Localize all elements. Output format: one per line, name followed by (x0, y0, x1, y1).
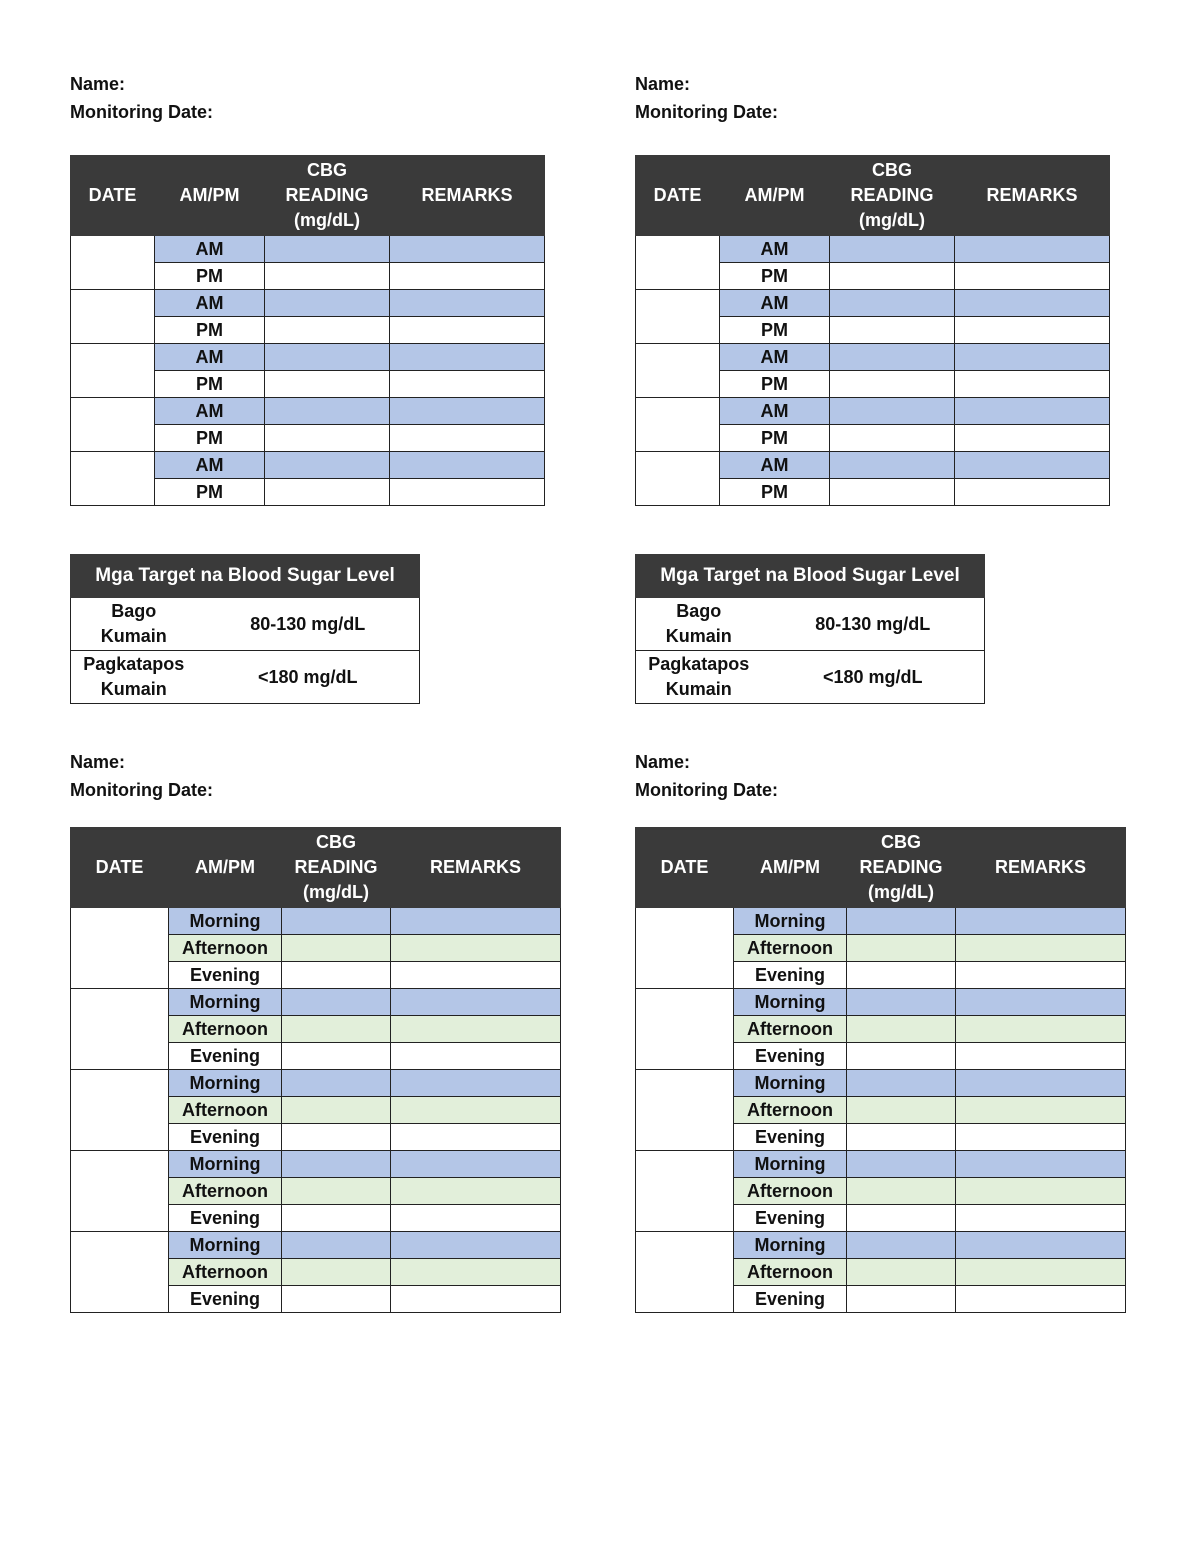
remarks-cell[interactable] (391, 1016, 561, 1043)
remarks-header: REMARKS (390, 156, 545, 236)
remarks-cell[interactable] (390, 263, 545, 290)
remarks-cell[interactable] (391, 989, 561, 1016)
period-label: AM (720, 344, 830, 371)
table-row (636, 452, 1110, 479)
period-label: PM (720, 425, 830, 452)
date-cell[interactable] (71, 1070, 169, 1151)
period-label: Morning (734, 1232, 847, 1259)
remarks-cell[interactable] (390, 371, 545, 398)
remarks-cell[interactable] (955, 479, 1110, 506)
period-label: PM (155, 263, 265, 290)
period-label: Evening (734, 962, 847, 989)
target-levels-table (70, 554, 420, 704)
cbg-cell[interactable] (282, 1070, 391, 1097)
remarks-cell[interactable] (955, 371, 1110, 398)
period-label: Morning (169, 989, 282, 1016)
remarks-cell[interactable] (956, 989, 1126, 1016)
cbg-cell[interactable] (847, 1178, 956, 1205)
period-label: Afternoon (734, 1097, 847, 1124)
cbg-cell[interactable] (282, 989, 391, 1016)
period-label: Afternoon (169, 1259, 282, 1286)
cbg-cell[interactable] (265, 290, 390, 317)
remarks-cell[interactable] (391, 1097, 561, 1124)
monitoring-date-label: Monitoring Date: (70, 102, 213, 122)
remarks-cell[interactable] (391, 962, 561, 989)
cbg-cell[interactable] (282, 962, 391, 989)
cbg-cell[interactable] (847, 1151, 956, 1178)
period-label: Afternoon (169, 1097, 282, 1124)
cbg-cell[interactable] (265, 236, 390, 263)
target-title: Mga Target na Blood Sugar Level (636, 555, 985, 598)
table-row (636, 1151, 1126, 1178)
cbg-cell[interactable] (282, 1124, 391, 1151)
cbg-cell[interactable] (847, 1205, 956, 1232)
date-header: DATE (636, 828, 734, 908)
cbg-cell[interactable] (847, 1286, 956, 1313)
table-row (636, 236, 1110, 263)
cbg-cell[interactable] (847, 1232, 956, 1259)
cbg-cell[interactable] (830, 263, 955, 290)
remarks-cell[interactable] (391, 1232, 561, 1259)
remarks-cell[interactable] (390, 425, 545, 452)
cbg-cell[interactable] (830, 398, 955, 425)
remarks-header: REMARKS (391, 828, 561, 908)
remarks-cell[interactable] (956, 935, 1126, 962)
period-label: Afternoon (169, 935, 282, 962)
remarks-cell[interactable] (956, 1016, 1126, 1043)
remarks-cell[interactable] (391, 1124, 561, 1151)
remarks-cell[interactable] (390, 344, 545, 371)
cbg-header: CBG READING (mg/dL) (265, 156, 390, 236)
remarks-cell[interactable] (956, 1151, 1126, 1178)
period-label: Evening (169, 1205, 282, 1232)
date-cell[interactable] (71, 1151, 169, 1232)
cbg-header: CBG READING (mg/dL) (830, 156, 955, 236)
cbg-cell[interactable] (265, 317, 390, 344)
sheet-header-bottom-right (635, 748, 778, 804)
remarks-cell[interactable] (391, 1151, 561, 1178)
cbg-log-table-ampm (635, 155, 1110, 506)
table-row (71, 236, 545, 263)
date-cell[interactable] (636, 344, 720, 398)
period-label: Morning (169, 1232, 282, 1259)
period-label: Afternoon (169, 1178, 282, 1205)
table-row (636, 290, 1110, 317)
period-label: PM (720, 263, 830, 290)
date-cell[interactable] (71, 908, 169, 989)
name-label: Name: (70, 74, 126, 94)
remarks-header: REMARKS (956, 828, 1126, 908)
cbg-cell[interactable] (847, 962, 956, 989)
table-row (71, 290, 545, 317)
name-label: Name: (635, 752, 691, 772)
cbg-header: CBG READING (mg/dL) (847, 828, 956, 908)
period-label: PM (155, 479, 265, 506)
cbg-cell[interactable] (847, 1043, 956, 1070)
remarks-cell[interactable] (956, 1070, 1126, 1097)
period-label: Morning (734, 1070, 847, 1097)
date-header: DATE (71, 156, 155, 236)
table-row (636, 1232, 1126, 1259)
target-title: Mga Target na Blood Sugar Level (71, 555, 420, 598)
remarks-header: REMARKS (955, 156, 1110, 236)
date-cell[interactable] (636, 398, 720, 452)
date-cell[interactable] (71, 290, 155, 344)
table-row (636, 1070, 1126, 1097)
remarks-cell[interactable] (955, 452, 1110, 479)
cbg-cell[interactable] (282, 1205, 391, 1232)
remarks-cell[interactable] (390, 398, 545, 425)
cbg-cell[interactable] (265, 398, 390, 425)
cbg-cell[interactable] (830, 290, 955, 317)
date-cell[interactable] (636, 989, 734, 1070)
remarks-cell[interactable] (390, 317, 545, 344)
period-label: Morning (169, 1151, 282, 1178)
period-label: AM (720, 290, 830, 317)
remarks-cell[interactable] (956, 1205, 1126, 1232)
ampm-header: AM/PM (734, 828, 847, 908)
table-row (71, 344, 545, 371)
period-label: Afternoon (169, 1016, 282, 1043)
cbg-cell[interactable] (265, 371, 390, 398)
cbg-cell[interactable] (282, 1259, 391, 1286)
remarks-cell[interactable] (956, 1097, 1126, 1124)
period-label: Morning (734, 1151, 847, 1178)
after-meal-value: <180 mg/dL (762, 651, 985, 704)
cbg-cell[interactable] (847, 1259, 956, 1286)
cbg-cell[interactable] (265, 425, 390, 452)
cbg-cell[interactable] (830, 479, 955, 506)
period-label: AM (155, 290, 265, 317)
period-label: Evening (169, 1124, 282, 1151)
period-label: Morning (734, 908, 847, 935)
period-label: AM (155, 344, 265, 371)
period-label: Evening (734, 1286, 847, 1313)
remarks-cell[interactable] (956, 962, 1126, 989)
cbg-cell[interactable] (282, 1016, 391, 1043)
remarks-cell[interactable] (955, 344, 1110, 371)
period-label: AM (155, 398, 265, 425)
period-label: PM (720, 371, 830, 398)
date-header: DATE (636, 156, 720, 236)
name-label: Name: (70, 752, 126, 772)
before-meal-label: Bago Kumain (71, 598, 197, 651)
remarks-cell[interactable] (956, 1043, 1126, 1070)
cbg-cell[interactable] (282, 1232, 391, 1259)
remarks-cell[interactable] (956, 1124, 1126, 1151)
before-meal-value: 80-130 mg/dL (762, 598, 985, 651)
table-row (636, 398, 1110, 425)
cbg-cell[interactable] (847, 935, 956, 962)
remarks-cell[interactable] (391, 1259, 561, 1286)
table-row (71, 1232, 561, 1259)
remarks-cell[interactable] (956, 1259, 1126, 1286)
date-cell[interactable] (636, 236, 720, 290)
period-label: Morning (169, 908, 282, 935)
period-label: PM (155, 371, 265, 398)
cbg-log-table-daily (635, 827, 1126, 1313)
period-label: PM (720, 479, 830, 506)
sheet-header-top-left (70, 70, 213, 126)
period-label: Evening (169, 962, 282, 989)
remarks-cell[interactable] (955, 398, 1110, 425)
cbg-header: CBG READING (mg/dL) (282, 828, 391, 908)
period-label: Morning (734, 989, 847, 1016)
before-meal-value: 80-130 mg/dL (197, 598, 420, 651)
cbg-cell[interactable] (265, 452, 390, 479)
remarks-cell[interactable] (955, 263, 1110, 290)
date-cell[interactable] (71, 236, 155, 290)
period-label: Afternoon (734, 1016, 847, 1043)
cbg-cell[interactable] (282, 908, 391, 935)
cbg-cell[interactable] (830, 236, 955, 263)
table-row (71, 1070, 561, 1097)
period-label: AM (155, 452, 265, 479)
name-label: Name: (635, 74, 691, 94)
period-label: Evening (734, 1124, 847, 1151)
ampm-header: AM/PM (155, 156, 265, 236)
target-levels-table (635, 554, 985, 704)
remarks-cell[interactable] (390, 479, 545, 506)
remarks-cell[interactable] (955, 290, 1110, 317)
cbg-cell[interactable] (847, 989, 956, 1016)
monitoring-date-label: Monitoring Date: (635, 780, 778, 800)
cbg-cell[interactable] (282, 1097, 391, 1124)
ampm-header: AM/PM (720, 156, 830, 236)
remarks-cell[interactable] (956, 1286, 1126, 1313)
date-cell[interactable] (636, 908, 734, 989)
period-label: PM (155, 425, 265, 452)
period-label: PM (720, 317, 830, 344)
cbg-cell[interactable] (847, 1016, 956, 1043)
date-cell[interactable] (71, 344, 155, 398)
remarks-cell[interactable] (956, 1178, 1126, 1205)
remarks-cell[interactable] (391, 1205, 561, 1232)
period-label: AM (720, 236, 830, 263)
period-label: AM (155, 236, 265, 263)
table-row (71, 989, 561, 1016)
table-row (636, 344, 1110, 371)
remarks-cell[interactable] (391, 1178, 561, 1205)
cbg-cell[interactable] (265, 479, 390, 506)
remarks-cell[interactable] (391, 1286, 561, 1313)
date-cell[interactable] (636, 1232, 734, 1313)
remarks-cell[interactable] (390, 452, 545, 479)
date-cell[interactable] (71, 1232, 169, 1313)
date-cell[interactable] (71, 989, 169, 1070)
cbg-cell[interactable] (265, 344, 390, 371)
sheet-header-top-right (635, 70, 778, 126)
table-row (71, 1151, 561, 1178)
remarks-cell[interactable] (956, 908, 1126, 935)
table-row (71, 908, 561, 935)
cbg-cell[interactable] (830, 371, 955, 398)
cbg-cell[interactable] (265, 263, 390, 290)
cbg-cell[interactable] (847, 908, 956, 935)
period-label: Morning (169, 1070, 282, 1097)
cbg-cell[interactable] (847, 1070, 956, 1097)
date-cell[interactable] (636, 1151, 734, 1232)
ampm-header: AM/PM (169, 828, 282, 908)
cbg-log-table-ampm (70, 155, 545, 506)
date-cell[interactable] (71, 452, 155, 506)
cbg-cell[interactable] (830, 452, 955, 479)
table-row (71, 452, 545, 479)
period-label: Evening (734, 1205, 847, 1232)
date-header: DATE (71, 828, 169, 908)
remarks-cell[interactable] (955, 236, 1110, 263)
remarks-cell[interactable] (956, 1232, 1126, 1259)
cbg-cell[interactable] (830, 317, 955, 344)
table-row (71, 398, 545, 425)
sheet-header-bottom-left (70, 748, 213, 804)
cbg-log-table-daily (70, 827, 561, 1313)
after-meal-label: Pagkatapos Kumain (636, 651, 762, 704)
monitoring-date-label: Monitoring Date: (70, 780, 213, 800)
cbg-cell[interactable] (282, 1178, 391, 1205)
period-label: Afternoon (734, 1178, 847, 1205)
cbg-cell[interactable] (830, 425, 955, 452)
remarks-cell[interactable] (391, 908, 561, 935)
period-label: Evening (169, 1043, 282, 1070)
table-row (636, 908, 1126, 935)
cbg-cell[interactable] (830, 344, 955, 371)
date-cell[interactable] (636, 290, 720, 344)
remarks-cell[interactable] (390, 290, 545, 317)
cbg-cell[interactable] (282, 1286, 391, 1313)
remarks-cell[interactable] (391, 935, 561, 962)
remarks-cell[interactable] (391, 1043, 561, 1070)
remarks-cell[interactable] (955, 317, 1110, 344)
date-cell[interactable] (71, 398, 155, 452)
period-label: PM (155, 317, 265, 344)
after-meal-label: Pagkatapos Kumain (71, 651, 197, 704)
before-meal-label: Bago Kumain (636, 598, 762, 651)
period-label: Afternoon (734, 1259, 847, 1286)
period-label: Evening (734, 1043, 847, 1070)
monitoring-date-label: Monitoring Date: (635, 102, 778, 122)
cbg-cell[interactable] (847, 1124, 956, 1151)
remarks-cell[interactable] (955, 425, 1110, 452)
date-cell[interactable] (636, 452, 720, 506)
after-meal-value: <180 mg/dL (197, 651, 420, 704)
remarks-cell[interactable] (390, 236, 545, 263)
cbg-cell[interactable] (847, 1097, 956, 1124)
cbg-cell[interactable] (282, 935, 391, 962)
period-label: Evening (169, 1286, 282, 1313)
period-label: AM (720, 398, 830, 425)
cbg-cell[interactable] (282, 1151, 391, 1178)
date-cell[interactable] (636, 1070, 734, 1151)
period-label: AM (720, 452, 830, 479)
table-row (636, 989, 1126, 1016)
remarks-cell[interactable] (391, 1070, 561, 1097)
period-label: Afternoon (734, 935, 847, 962)
cbg-cell[interactable] (282, 1043, 391, 1070)
